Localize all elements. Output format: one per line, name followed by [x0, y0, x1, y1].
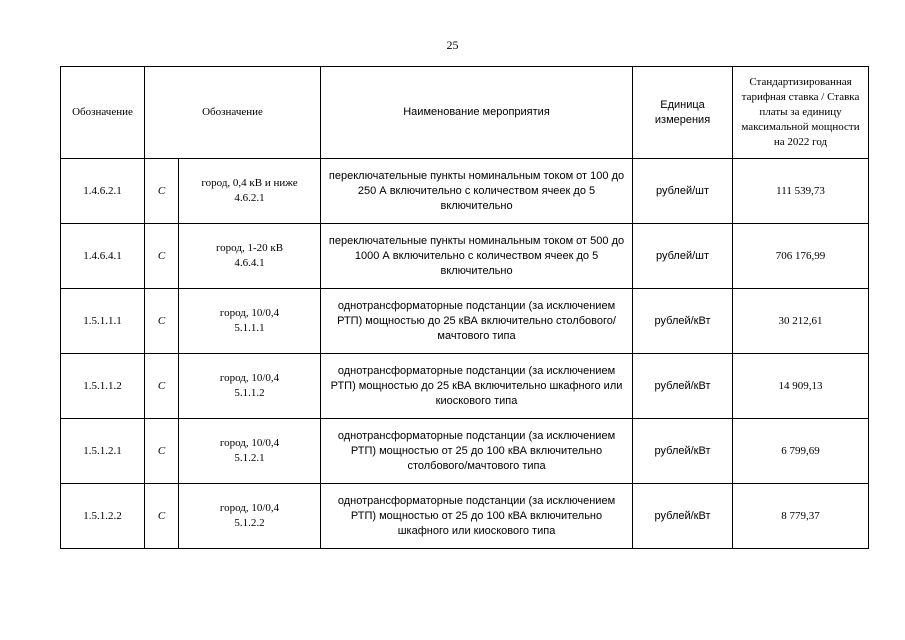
row-designation	[179, 224, 321, 289]
row-designation-code: 5.1.1.1	[234, 322, 265, 334]
row-unit: рублей/кВт	[633, 354, 733, 419]
row-unit: рублей/кВт	[633, 419, 733, 484]
row-measure-name: переключательные пункты номинальным током от 500 до 1000 А включительно с количеством ячеек до 5 включительно	[321, 224, 633, 289]
table-row	[61, 354, 869, 419]
row-measure-name: однотрансформаторные подстанции (за исключением РТП) мощностью до 25 кВА включительно шкафного или киоскового типа	[321, 354, 633, 419]
table-row	[61, 159, 869, 224]
row-designation-text: город, 1-20 кВ	[215, 242, 284, 254]
header-designation-detail: Обозначение	[145, 67, 321, 159]
row-code: 1.4.6.4.1	[61, 224, 145, 289]
row-designation-text: город, 0,4 кВ и ниже	[201, 177, 298, 189]
row-letter: С	[145, 419, 179, 484]
row-letter: С	[145, 484, 179, 549]
table-row	[61, 419, 869, 484]
row-designation-text: город, 10/0,4	[219, 307, 280, 319]
row-value: 8 779,37	[733, 484, 869, 549]
row-value: 706 176,99	[733, 224, 869, 289]
row-designation-code: 5.1.2.2	[234, 517, 265, 529]
row-value: 111 539,73	[733, 159, 869, 224]
row-designation-code: 4.6.2.1	[234, 192, 265, 204]
table-row	[61, 289, 869, 354]
row-unit: рублей/шт	[633, 159, 733, 224]
row-designation-code: 5.1.2.1	[234, 452, 265, 464]
row-code: 1.5.1.1.1	[61, 289, 145, 354]
row-unit: рублей/кВт	[633, 289, 733, 354]
row-code: 1.5.1.2.1	[61, 419, 145, 484]
row-unit: рублей/шт	[633, 224, 733, 289]
row-designation	[179, 289, 321, 354]
row-measure-name: однотрансформаторные подстанции (за исключением РТП) мощностью от 25 до 100 кВА включительно столбового/мачтового типа	[321, 419, 633, 484]
row-designation-code: 4.6.4.1	[234, 257, 265, 269]
header-measure-name: Наименование мероприятия	[321, 67, 633, 159]
table-header-row	[61, 67, 869, 159]
page-number: 25	[446, 38, 459, 52]
row-designation-text: город, 10/0,4	[219, 437, 280, 449]
row-designation-code: 5.1.1.2	[234, 387, 265, 399]
row-designation-text: город, 10/0,4	[219, 372, 280, 384]
header-rate: Стандартизированная тарифная ставка / Ставка платы за единицу максимальной мощности на 2022 год	[733, 67, 869, 159]
row-code: 1.5.1.2.2	[61, 484, 145, 549]
row-value: 14 909,13	[733, 354, 869, 419]
row-value: 30 212,61	[733, 289, 869, 354]
tariff-table	[60, 66, 869, 549]
row-value: 6 799,69	[733, 419, 869, 484]
table-row	[61, 224, 869, 289]
row-letter: С	[145, 354, 179, 419]
row-designation	[179, 419, 321, 484]
table-row	[61, 484, 869, 549]
row-letter: С	[145, 289, 179, 354]
row-letter: С	[145, 224, 179, 289]
row-letter: С	[145, 159, 179, 224]
header-unit: Единица измерения	[633, 67, 733, 159]
row-measure-name: однотрансформаторные подстанции (за исключением РТП) мощностью до 25 кВА включительно столбового/мачтового типа	[321, 289, 633, 354]
row-measure-name: однотрансформаторные подстанции (за исключением РТП) мощностью от 25 до 100 кВА включительно шкафного или киоскового типа	[321, 484, 633, 549]
row-designation	[179, 484, 321, 549]
row-designation-text: город, 10/0,4	[219, 502, 280, 514]
row-unit: рублей/кВт	[633, 484, 733, 549]
row-designation	[179, 159, 321, 224]
row-designation	[179, 354, 321, 419]
row-code: 1.4.6.2.1	[61, 159, 145, 224]
row-measure-name: переключательные пункты номинальным током от 100 до 250 А включительно с количеством ячеек до 5 включительно	[321, 159, 633, 224]
row-code: 1.5.1.1.2	[61, 354, 145, 419]
header-designation: Обозначение	[61, 67, 145, 159]
